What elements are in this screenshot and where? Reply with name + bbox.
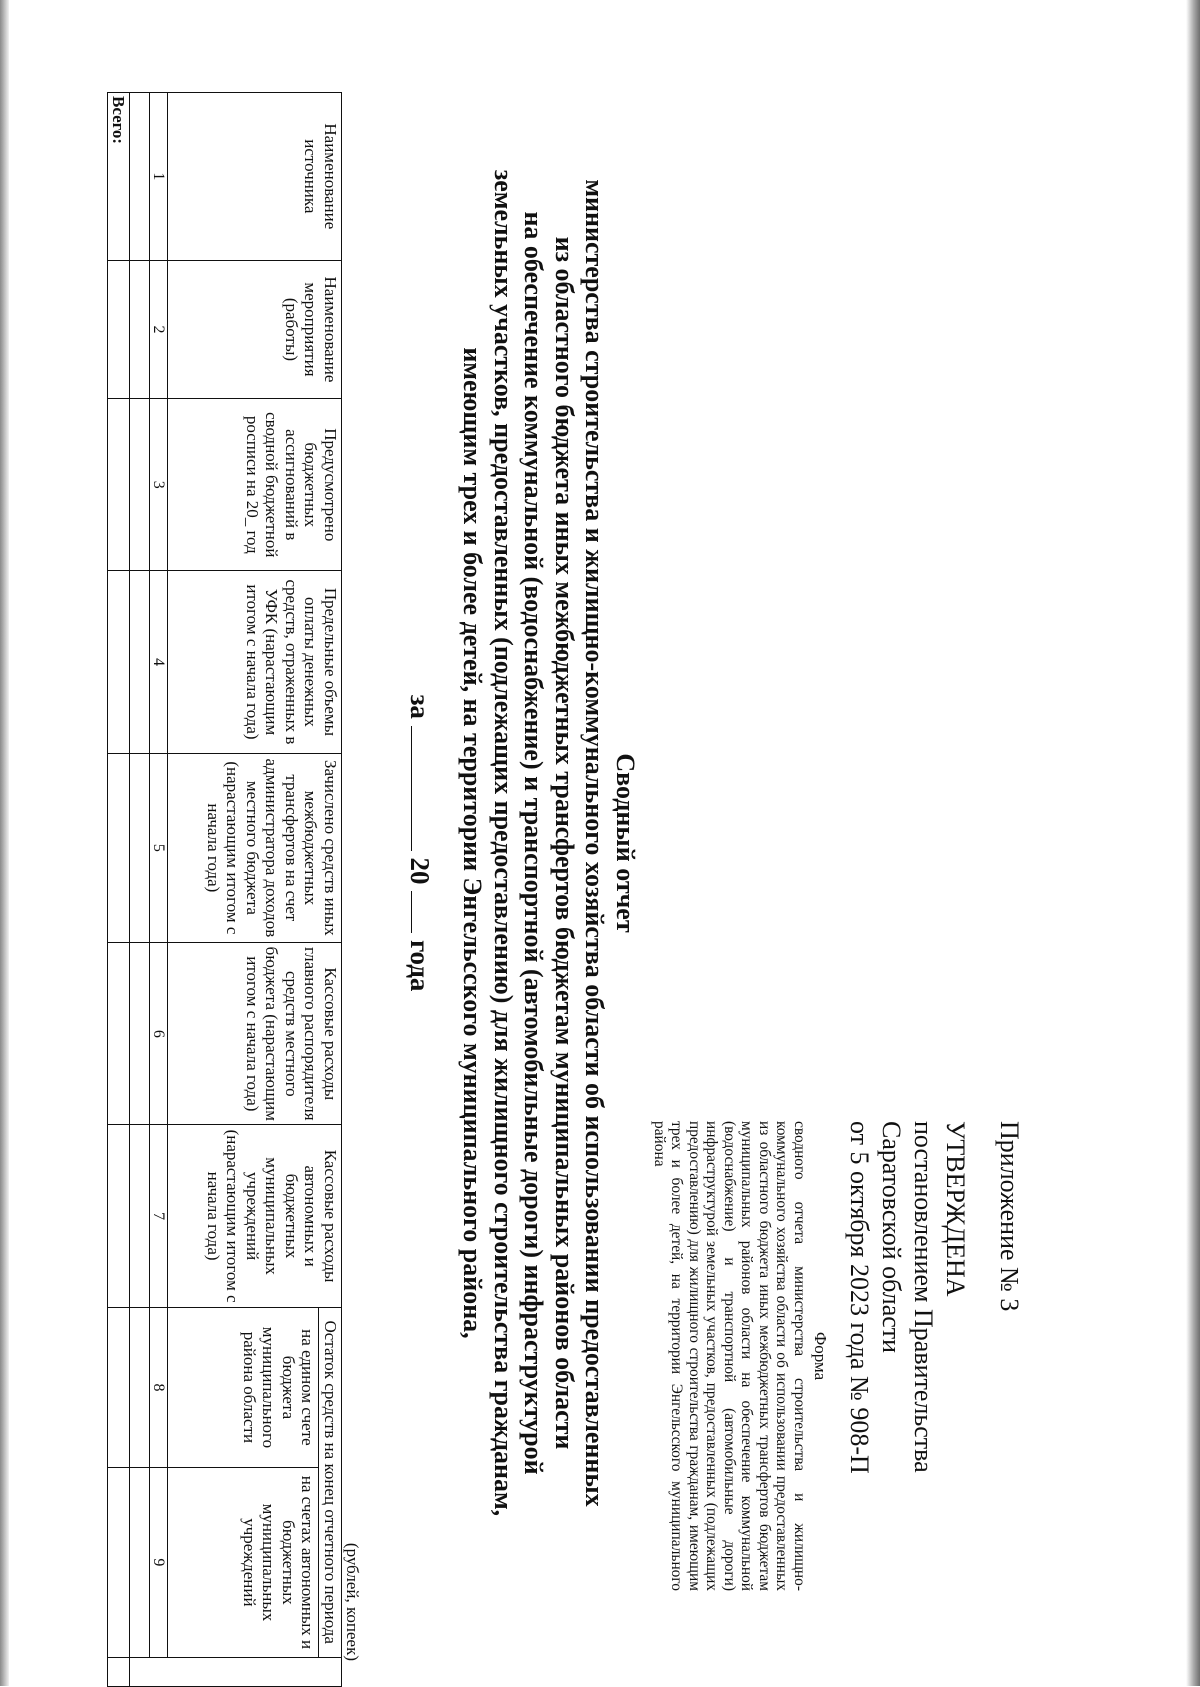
table-cell xyxy=(108,1307,131,1467)
header-cash-main: Кассовые расходы главного распорядителя средств местного бюджета (нарастающим итогом с начала года) xyxy=(168,943,342,1125)
header-source: Наименование источника xyxy=(168,93,342,261)
period-year: 20 xyxy=(405,857,435,885)
table-cell xyxy=(108,399,131,571)
column-number: 1 xyxy=(150,93,168,261)
table-cell xyxy=(108,753,131,943)
report-title-line-5: имеющим трех и более детей, на территории Энгельсского муниципального района, xyxy=(458,347,488,1339)
form-description: сводного отчета министерства строительства и жилищно-коммунального хозяйства области об использовании предоставленных из областного бюджета иных межбюджетных трансфертов бюджетам муниципальных районов области на обеспечение коммунальной (водоснабжение) и транспортной (автомобильные дороги) инфраструктурой земельных участков, предоставленных (подлежащих предоставлению) для жилищного строительства гражданам, имеющим трех и более детей, на территории Энгельсского муниципального района xyxy=(651,1121,808,1591)
table-cell xyxy=(108,1125,131,1307)
column-number: 3 xyxy=(150,399,168,571)
column-number: 7 xyxy=(150,1125,168,1307)
table-cell xyxy=(108,260,131,399)
column-number: 9 xyxy=(150,1468,168,1658)
table-cell xyxy=(108,571,131,753)
header-planned: Предусмотрено бюджетных ассигнований в сводной бюджетной росписи на 20_ год xyxy=(168,399,342,571)
report-table xyxy=(107,92,342,1687)
header-activity: Наименование мероприятия (работы) xyxy=(168,260,342,399)
table-cell xyxy=(108,1657,131,1686)
header-balance-group: Остаток средств на конец отчетного периода xyxy=(319,1307,342,1657)
header-limits: Предельные объемы оплаты денежных средств, отраженных в УФК (нарастающим итогом с начала года) xyxy=(168,571,342,753)
approval-block xyxy=(843,1121,1025,1591)
column-number: 6 xyxy=(150,943,168,1125)
header-cash-institutions: Кассовые расходы автономных и бюджетных муниципальных учреждений (нарастающим итогом с начала года) xyxy=(168,1125,342,1307)
table-cell xyxy=(130,1125,150,1307)
header-balance-institutions: на счетах автономных и бюджетных муниципальных учреждений xyxy=(168,1468,319,1658)
approval-line-1: постановлением Правительства xyxy=(909,1121,938,1473)
column-number: 8 xyxy=(150,1307,168,1467)
appendix-number: Приложение № 3 xyxy=(995,1121,1024,1312)
approval-line-2: Саратовской области xyxy=(877,1121,906,1354)
table-cell xyxy=(130,93,150,261)
period-prefix: за xyxy=(405,694,435,719)
extra-column xyxy=(130,1657,342,1686)
table-cell xyxy=(130,753,150,943)
column-numbers-row xyxy=(150,93,168,1687)
total-label: Всего: xyxy=(108,93,131,261)
header-balance-single-account: на едином счете бюджета муниципального района области xyxy=(168,1307,319,1467)
table-cell xyxy=(130,943,150,1125)
header-row-1 xyxy=(319,93,342,1687)
period-blank-1 xyxy=(411,726,412,851)
table-cell xyxy=(130,1307,150,1467)
header-credited: Зачислено средств иных межбюджетных трансфертов на счет администратора доходов местного бюджета (нарастающим итогом с начала года) xyxy=(168,753,342,943)
table-cell xyxy=(130,1468,150,1658)
table-cell xyxy=(108,943,131,1125)
report-title-line-2: из областного бюджета иных межбюджетных трансфертов бюджетам муниципальных районов области xyxy=(550,236,579,1450)
table-cell xyxy=(108,1468,131,1658)
column-number: 5 xyxy=(150,753,168,943)
table-row xyxy=(130,93,150,1687)
total-row xyxy=(108,93,131,1687)
column-number: 4 xyxy=(150,571,168,753)
approval-line-3: от 5 октября 2023 года № 908-П xyxy=(845,1121,874,1474)
table-cell xyxy=(130,571,150,753)
report-heading xyxy=(457,40,640,1646)
table-cell xyxy=(130,260,150,399)
report-title: Сводный отчет xyxy=(611,753,640,933)
approved-label: УТВЕРЖДЕНА xyxy=(941,1121,970,1297)
column-number: 2 xyxy=(150,260,168,399)
period-blank-2 xyxy=(411,891,412,933)
report-title-line-4: земельных участков, предоставленных (подлежащих предоставлению) для жилищного строительства гражданам, xyxy=(489,169,518,1517)
report-title-line-3: на обеспечение коммунальной (водоснабжение) и транспортной (автомобильные дороги) инфраструктурой xyxy=(519,211,549,1475)
table-cell xyxy=(130,399,150,571)
form-title: Форма xyxy=(811,1331,830,1381)
report-title-line-1: министерства строительства и жилищно-коммунального хозяйства области об использовании предоставленных xyxy=(580,179,610,1507)
report-period xyxy=(404,0,435,1686)
units-label: (рублей, копеек) xyxy=(343,1542,362,1661)
period-suffix: года xyxy=(405,939,435,992)
